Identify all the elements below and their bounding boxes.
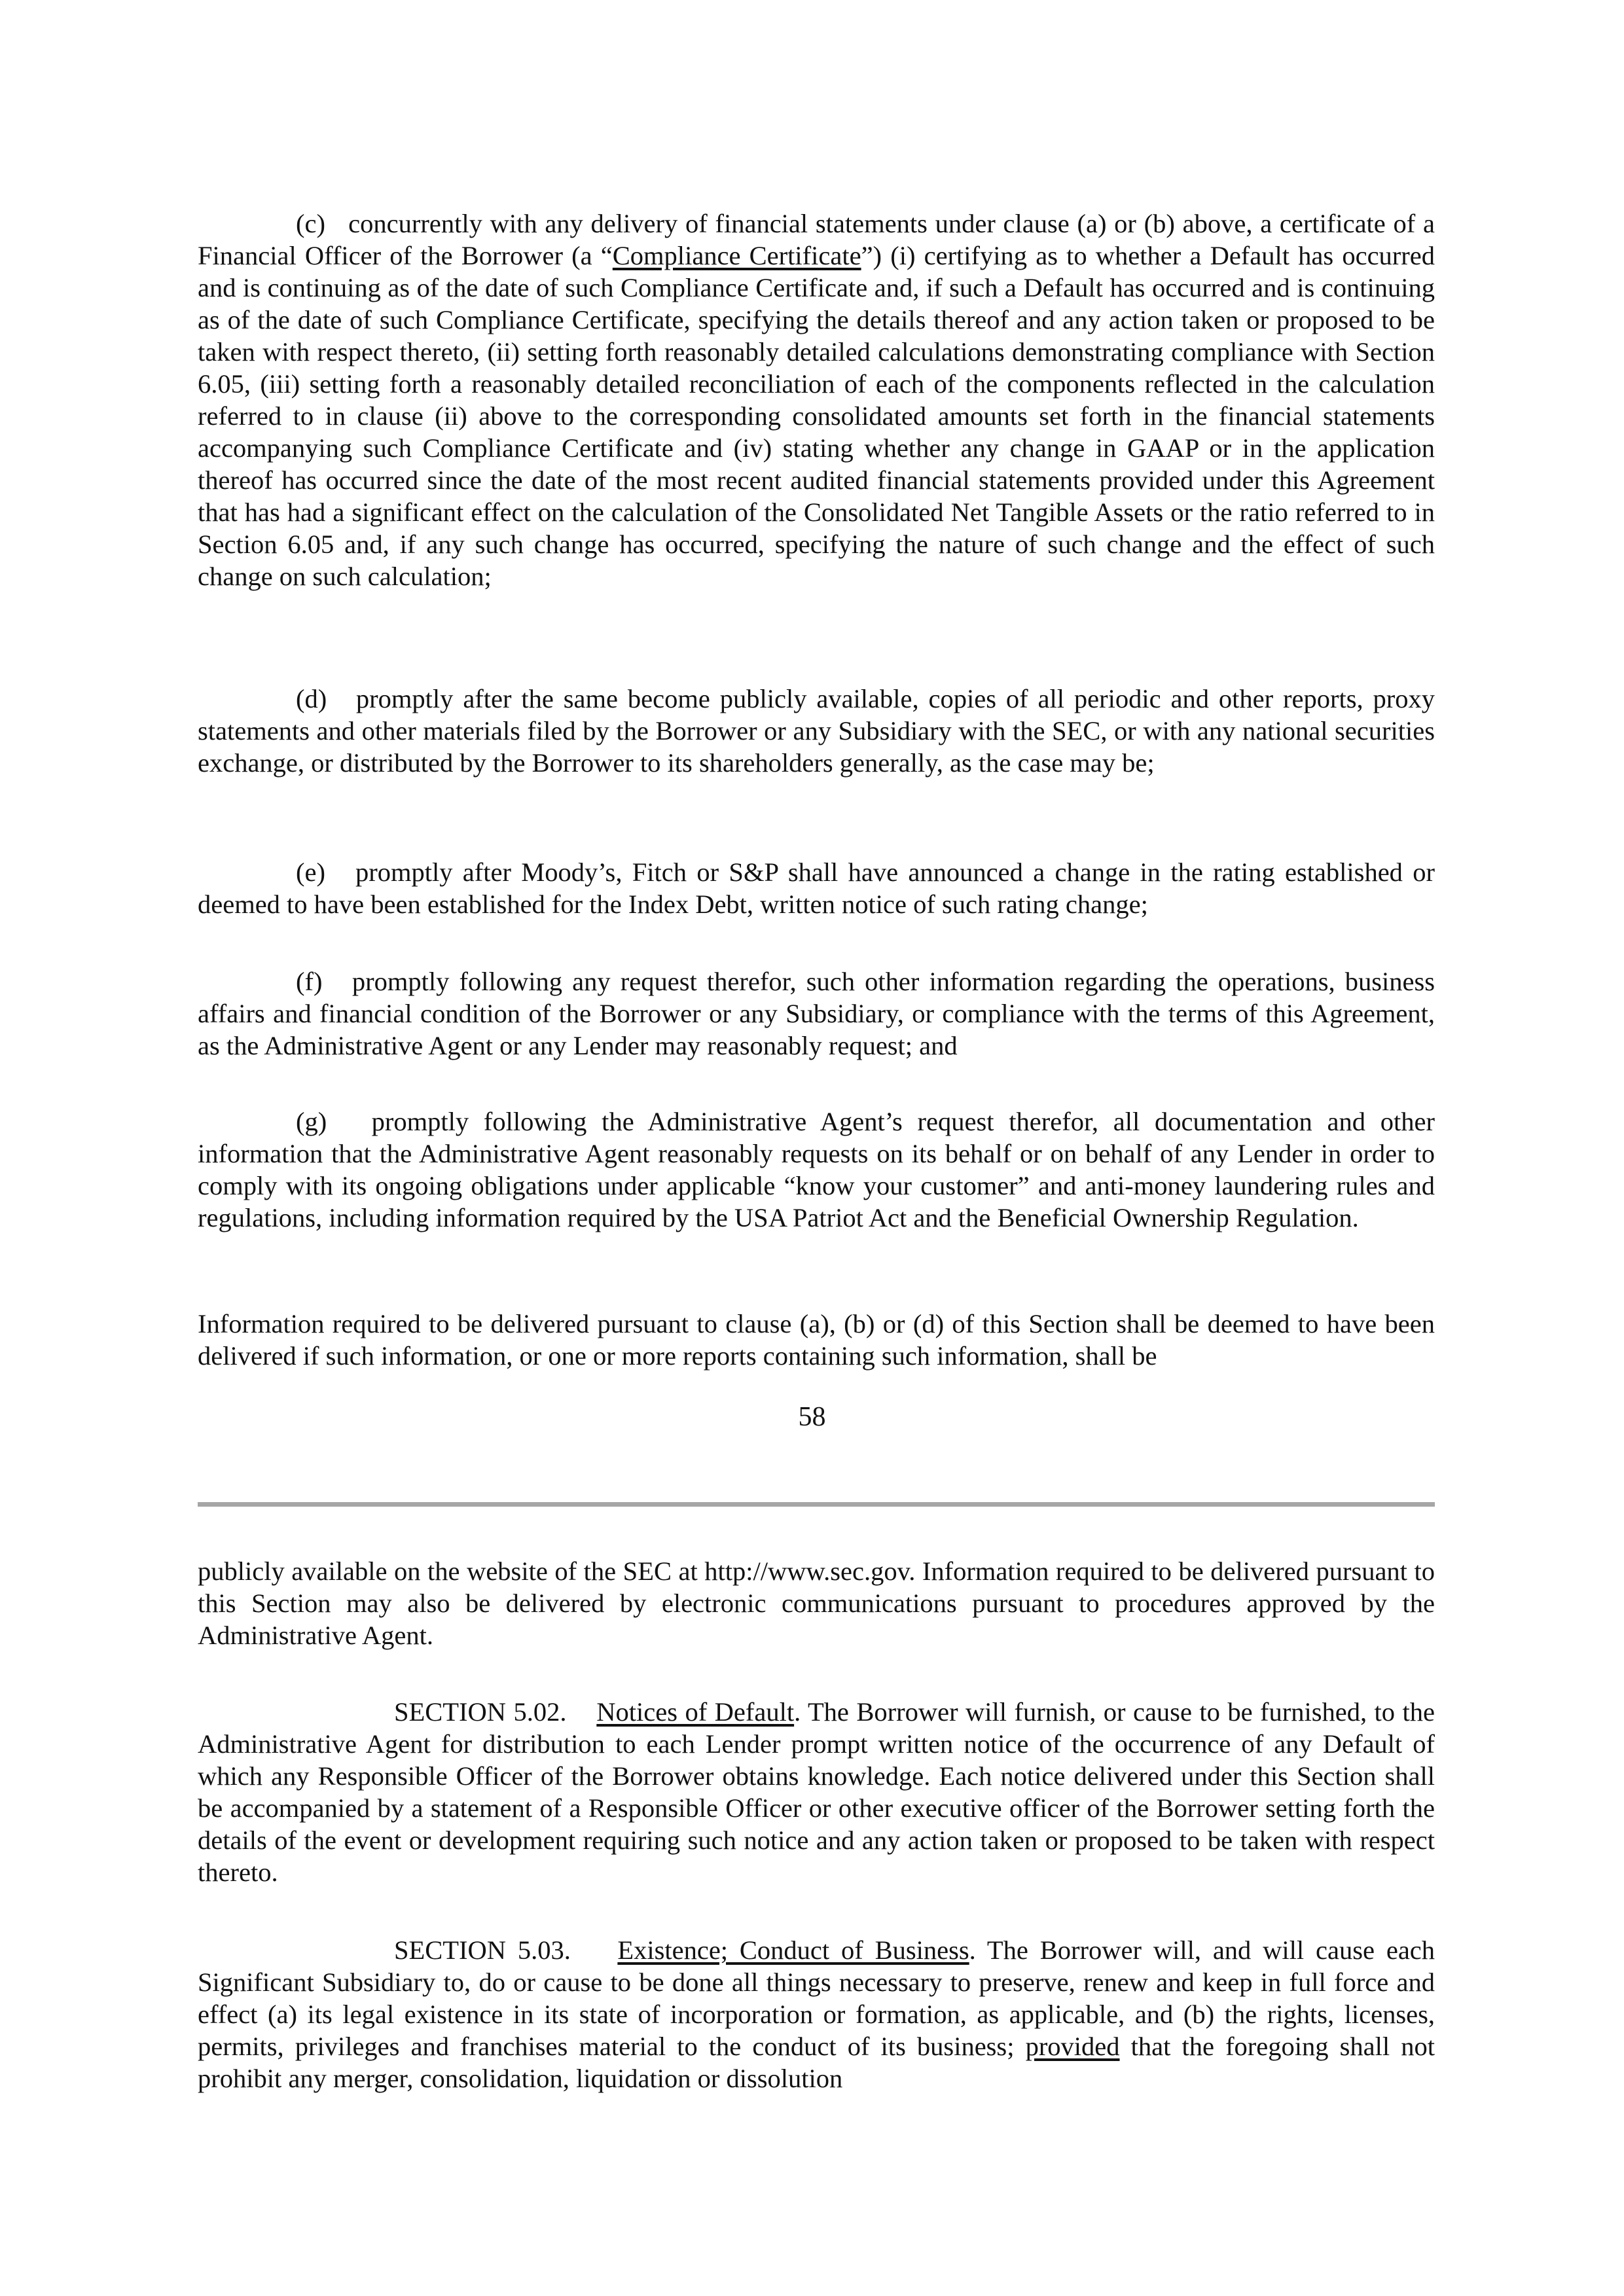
paragraph-c (198, 207, 1435, 592)
paragraph-continued: publicly available on the website of the SEC at http://www.sec.gov. Information required to be delivered pursuant to this Section may also be delivered by electronic communications pursuant to procedures approved by the Administrative Agent. (198, 1556, 1435, 1650)
section-5-02-body: . The Borrower will furnish, or cause to be furnished, to the Administrative Agent for distribution to each Lender prompt written notice of the occurrence of any Default of which any Responsible Officer of the Borrower obtains knowledge. Each notice delivered under this Section shall be accompanied by a statement of a Responsible Officer or other executive officer of the Borrower setting forth the details of the event or development requiring such notice and any action taken or proposed to be taken with respect thereto. (198, 1697, 1435, 1887)
paragraph-e: (e) promptly after Moody’s, Fitch or S&P shall have announced a change in the rating established or deemed to have been established for the Index Debt, written notice of such rating change; (198, 857, 1435, 919)
section-5-02-number: SECTION 5.02. (394, 1697, 567, 1727)
paragraph-f: (f) promptly following any request therefor, such other information regarding the operations, business affairs and financial condition of the Borrower or any Subsidiary, or compliance with the terms of this Agreement, as the Administrative Agent or any Lender may reasonably request; and (198, 967, 1435, 1060)
paragraph-c-lead: (c) concurrently with any delivery of financial statements under clause (a) or (b) above, a certificate of a Financial Officer of the Borrower (a “ (198, 209, 1435, 270)
section-5-03-body: . The Borrower will, and will cause each Significant Subsidiary to, do or cause to be done all things necessary to preserve, renew and keep in full force and effect (a) its legal existence in its state of incorporation or formation, as applicable, and (b) the rights, licenses, permits, privileges and franchises material to the conduct of its business; (198, 1935, 1435, 2061)
section-5-03 (198, 1934, 1435, 2094)
paragraph-c-rest: ”) (i) certifying as to whether a Default has occurred and is continuing as of the date of such Compliance Certificate and, if such a Default has occurred and is continuing as of the date of such Compliance Certificate, specifying the details thereof and any action taken or proposed to be taken with respect thereto, (ii) setting forth reasonably detailed calculations demonstrating compliance with Section 6.05, (iii) setting forth a reasonably detailed reconciliation of each of the components reflected in the calculation referred to in clause (ii) above to the corresponding consolidated amounts set forth in the financial statements accompanying such Compliance Certificate and (iv) stating whether any change in GAAP or in the application thereof has occurred since the date of the most recent audited financial statements provided under this Agreement that has had a significant effect on the calculation of the Consolidated Net Tangible Assets or the ratio referred to in Section 6.05 and, if any such change has occurred, specifying the nature of such change and the effect of such change on such calculation; (198, 241, 1435, 591)
section-5-02-heading: Notices of Default (596, 1697, 795, 1727)
section-5-03-number: SECTION 5.03. (394, 1935, 571, 1965)
page-break-divider (198, 1502, 1435, 1507)
section-5-03-proviso-rest: that the foregoing shall not prohibit any merger, consolidation, liquidation or dissolution (198, 2032, 1435, 2093)
section-5-02 (198, 1696, 1435, 1888)
section-5-03-heading: Existence; Conduct of Business (617, 1935, 969, 1965)
paragraph-d: (d) promptly after the same become publicly available, copies of all periodic and other reports, proxy statements and other materials filed by the Borrower or any Subsidiary with the SEC, or with any national securities exchange, or distributed by the Borrower to its shareholders generally, as the case may be; (198, 684, 1435, 778)
paragraph-information: Information required to be delivered pursuant to clause (a), (b) or (d) of this Section shall be deemed to have been delivered if such information, or one or more reports containing such information, shall be (198, 1309, 1435, 1371)
defined-term-provided: provided (1025, 2032, 1120, 2061)
paragraph-g: (g) promptly following the Administrative Agent’s request therefor, all documentation and other information that the Administrative Agent reasonably requests on its behalf or on behalf of any Lender in order to comply with its ongoing obligations under applicable “know your customer” and anti-money laundering rules and regulations, including information required by the USA Patriot Act and the Beneficial Ownership Regulation. (198, 1107, 1435, 1232)
page-number: 58 (798, 1402, 826, 1432)
defined-term-compliance-certificate: Compliance Certificate (612, 241, 861, 270)
